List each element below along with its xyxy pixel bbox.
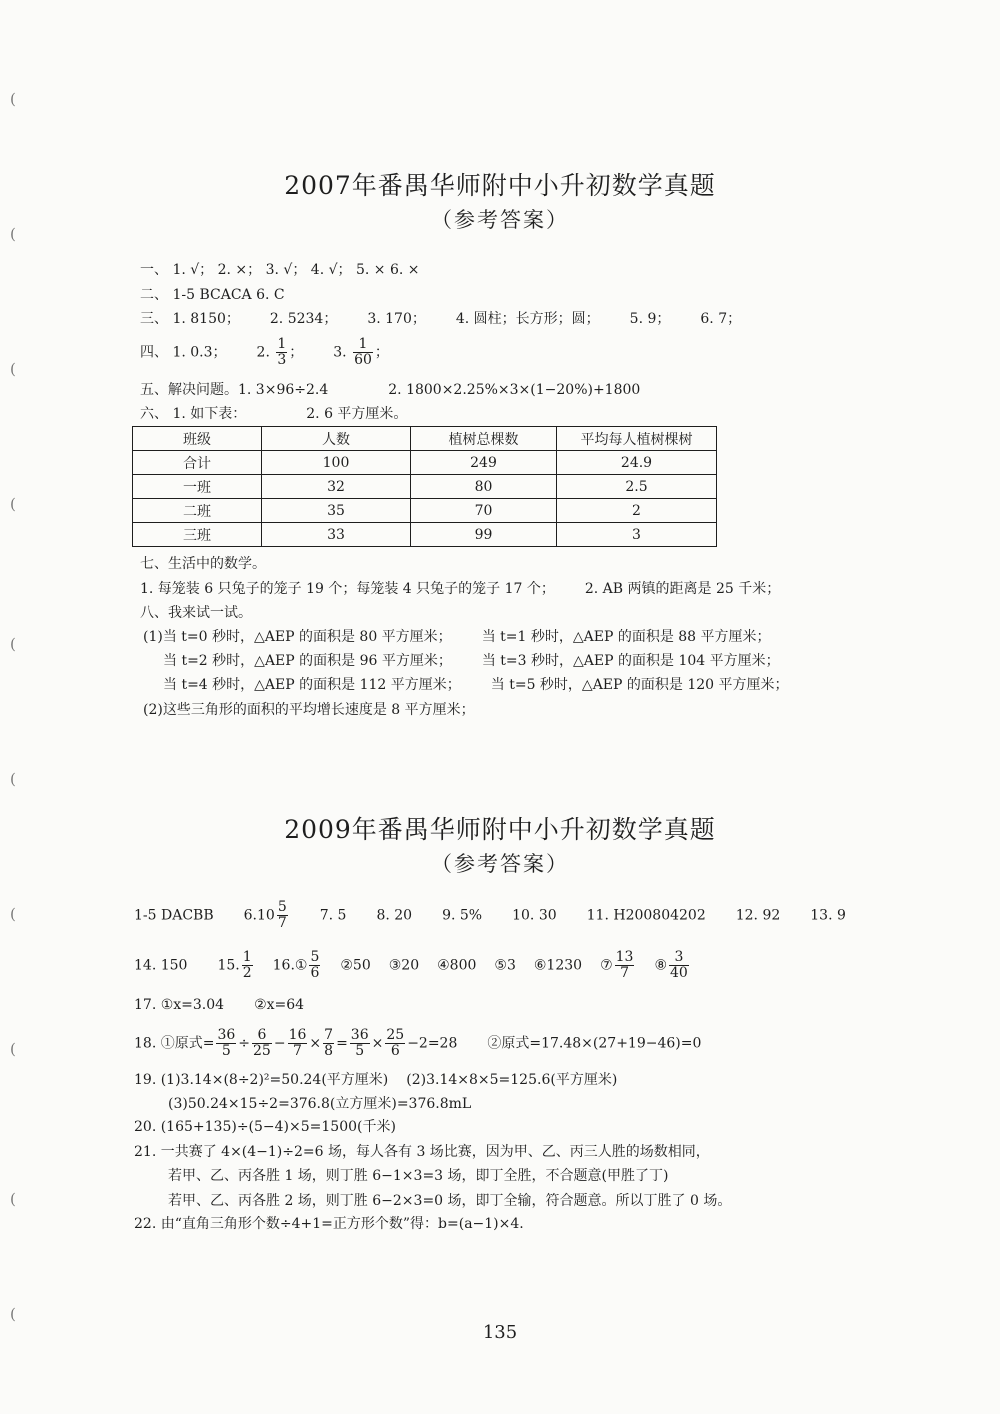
fraction: $\frac{5}{7}$ bbox=[277, 899, 287, 931]
page-number: 135 bbox=[482, 1322, 518, 1343]
binding-hole: ( bbox=[10, 495, 16, 513]
table-header: 班级 bbox=[133, 427, 262, 451]
answer-line-1: 一、 1. √； 2. ×； 3. √； 4. √； 5. × 6. × bbox=[140, 262, 420, 278]
fraction: $\frac{1}{60}$ bbox=[354, 336, 372, 368]
fraction: $\frac{3}{40}$ bbox=[670, 949, 688, 981]
table-cell: 99 bbox=[411, 523, 557, 547]
answer-line-8-4: (2)这些三角形的面积的平均增长速度是 8 平方厘米； bbox=[143, 702, 475, 718]
table-cell: 33 bbox=[262, 523, 411, 547]
binding-hole: ( bbox=[10, 905, 16, 923]
table-cell: 一班 bbox=[133, 475, 262, 499]
table-cell: 24.9 bbox=[557, 451, 717, 475]
table-cell: 3 bbox=[557, 523, 717, 547]
fraction: $\frac{6}{25}$ bbox=[253, 1027, 271, 1059]
subtitle-2007: （参考答案） bbox=[431, 208, 569, 232]
table-cell: 100 bbox=[262, 451, 411, 475]
table-cell: 249 bbox=[411, 451, 557, 475]
answer-line-17: 17. ①x=3.04 ②x=64 bbox=[134, 997, 305, 1013]
answer-line-8: 八、我来试一试。 bbox=[140, 605, 252, 621]
tree-planting-table bbox=[132, 426, 717, 547]
answer-line-19: 19. (1)3.14×(8÷2)²=50.24(平方厘米) (2)3.14×8×5=125.6(平方厘米) bbox=[134, 1072, 618, 1088]
answer-line-7-detail: 1. 每笼装 6 只兔子的笼子 19 个；每笼装 4 只兔子的笼子 17 个； 2. AB 两镇的距离是 25 千米； bbox=[140, 581, 781, 597]
answer-line-6: 六、 1. 如下表： 2. 6 平方厘米。 bbox=[140, 406, 408, 422]
answer-line-21: 21. 一共赛了 4×(4−1)÷2=6 场，每人各有 3 场比赛，因为甲、乙、丙三人胜的场数相同， bbox=[134, 1144, 710, 1160]
answer-line-22: 22. 由“直角三角形个数÷4+1=正方形个数”得：b=(a−1)×4. bbox=[134, 1216, 524, 1232]
table-header: 人数 bbox=[262, 427, 411, 451]
fraction: $\frac{7}{8}$ bbox=[324, 1027, 334, 1059]
table-row bbox=[133, 475, 717, 499]
answer-line-5: 五、解决问题。1. 3×96÷2.4 2. 1800×2.25%×3×(1−20%)+1800 bbox=[140, 382, 641, 398]
fraction: $\frac{1}{2}$ bbox=[242, 949, 252, 981]
table-cell: 2 bbox=[557, 499, 717, 523]
table-header-row bbox=[133, 427, 717, 451]
table-cell: 2.5 bbox=[557, 475, 717, 499]
answer-line-19-3: (3)50.24×15÷2=376.8(立方厘米)=376.8mL bbox=[168, 1096, 472, 1112]
binding-hole: ( bbox=[10, 360, 16, 378]
table-cell: 35 bbox=[262, 499, 411, 523]
table-row bbox=[133, 451, 717, 475]
answer-line-20: 20. (165+135)÷(5−4)×5=1500(千米) bbox=[134, 1119, 396, 1135]
answer-line-14-16: 14. 150 15. $\frac{1}{2}$ 16.① $\frac{5}{6}$ ②50 ③20 ④800 ⑤3 ⑥1230 ⑦ $\frac{13}{7}$ ⑧ $\frac{3}{40}$ bbox=[134, 949, 688, 981]
fraction: $\frac{5}{6}$ bbox=[310, 949, 320, 981]
binding-hole: ( bbox=[10, 1305, 16, 1323]
subtitle-2009: （参考答案） bbox=[431, 852, 569, 876]
answer-line-7: 七、生活中的数学。 bbox=[140, 556, 266, 572]
answer-line-4: 四、 1. 0.3； 2. $\frac{1}{3}$ ； 3. $\frac{1}{60}$ ； bbox=[140, 336, 389, 368]
table-cell: 80 bbox=[411, 475, 557, 499]
table-cell: 二班 bbox=[133, 499, 262, 523]
table-row bbox=[133, 499, 717, 523]
answer-line-8-1: (1)当 t=0 秒时，△AEP 的面积是 80 平方厘米； 当 t=1 秒时，△AEP 的面积是 88 平方厘米； bbox=[143, 629, 771, 645]
answer-line-1-13: 1-5 DACBB 6.10 $\frac{5}{7}$ 7. 5 8. 20 9. 5% 10. 30 11. H200804202 12. 92 13. 9 bbox=[134, 899, 846, 931]
answer-line-18: 18. ①原式= $\frac{36}{5}$ ÷ $\frac{6}{25}$ − $\frac{16}{7}$ × $\frac{7}{8}$ = $\frac{36}{5}$ × $\frac{25}{6}$ −2=28 ②原式=17.48×(27+19−46)=0 bbox=[134, 1027, 702, 1059]
fraction: $\frac{13}{7}$ bbox=[615, 949, 634, 981]
binding-hole: ( bbox=[10, 1040, 16, 1058]
title-2007: 2007年番禺华师附中小升初数学真题 bbox=[284, 171, 716, 200]
answer-line-2: 二、 1-5 BCACA 6. C bbox=[140, 287, 285, 303]
table-cell: 三班 bbox=[133, 523, 262, 547]
fraction: $\frac{36}{5}$ bbox=[217, 1027, 236, 1059]
title-2009: 2009年番禺华师附中小升初数学真题 bbox=[284, 815, 716, 844]
table-cell: 70 bbox=[411, 499, 557, 523]
binding-hole: ( bbox=[10, 1190, 16, 1208]
fraction: $\frac{1}{3}$ bbox=[277, 336, 287, 368]
fraction: $\frac{16}{7}$ bbox=[288, 1027, 307, 1059]
table-row bbox=[133, 523, 717, 547]
table-header: 植树总棵数 bbox=[411, 427, 557, 451]
table-cell: 32 bbox=[262, 475, 411, 499]
answer-line-3: 三、 1. 8150； 2. 5234； 3. 170； 4. 圆柱；长方形；圆； 5. 9； 6. 7； bbox=[140, 311, 742, 327]
table-header: 平均每人植树棵树 bbox=[557, 427, 717, 451]
binding-hole: ( bbox=[10, 770, 16, 788]
fraction: $\frac{25}{6}$ bbox=[386, 1027, 405, 1059]
answer-line-21-2: 若甲、乙、丙各胜 1 场，则丁胜 6−1×3=3 场，即丁全胜，不合题意(甲胜了丁) bbox=[168, 1168, 669, 1184]
answer-line-21-3: 若甲、乙、丙各胜 2 场，则丁胜 6−2×3=0 场，即丁全输，符合题意。所以丁胜了 0 场。 bbox=[168, 1193, 732, 1209]
binding-hole: ( bbox=[10, 225, 16, 243]
answer-line-8-3: 当 t=4 秒时，△AEP 的面积是 112 平方厘米； 当 t=5 秒时，△AEP 的面积是 120 平方厘米； bbox=[163, 677, 789, 693]
answer-line-8-2: 当 t=2 秒时，△AEP 的面积是 96 平方厘米； 当 t=3 秒时，△AEP 的面积是 104 平方厘米； bbox=[163, 653, 780, 669]
table-cell: 合计 bbox=[133, 451, 262, 475]
fraction: $\frac{36}{5}$ bbox=[350, 1027, 369, 1059]
binding-hole: ( bbox=[10, 90, 16, 108]
binding-hole: ( bbox=[10, 635, 16, 653]
